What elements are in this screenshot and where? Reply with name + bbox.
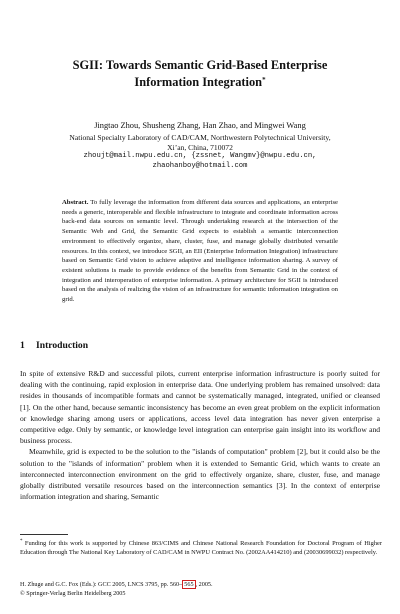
author-emails-line1[interactable]: zhoujt@mail.nwpu.edu.cn, {zssnet, Wangmv}@nwpu.edu.cn,: [83, 152, 317, 161]
footnote-rule: [20, 534, 68, 535]
citation-prefix: H. Zhuge and G.C. Fox (Eds.): GCC 2005, LNCS 3795, pp. 560–: [20, 581, 183, 588]
section-heading: [20, 340, 88, 351]
abstract-text: To fully leverage the information from different data sources and applications, an enterprise needs a generic, interoperable and flexible infrastructure to integrate and coordinate information across back-end data sources on semantic level. Through undertaking research at the intersection of the Semantic Web and Grid, the Semantic Grid expects to establish a semantic interconnection environment to effectively organize, share, cluster, fuse, and manage globally distributed versatile resources. In this context, we introduce SGII, an EII (Enterprise Information Integration) infrastructure based on Semantic Grid vision to achieve adaptive and intelligence information sharing. A survey of existent solutions is made to provide evidence of the benefits from Semantic Grid in the context of integration and interoperation of enterprise information. A primary architecture for SGII is introduced based on the analysis of realizing the vision of an infrastructure for semantic information integration on grid.: [62, 199, 338, 304]
title-footnote-mark[interactable]: *: [262, 76, 266, 84]
paper-title-line2: [20, 74, 380, 90]
section-title: Introduction: [36, 340, 89, 351]
publication-citation: [20, 580, 390, 598]
footnote-text: Funding for this work is supported by Chinese 863/CIMS and Chinese National Research Foundation for Doctoral Program of Higher Education through The National Key Laboratory of CAD/CAM in NWPU Contract No. (2002AA414210) and (20030699032) respectively.: [20, 540, 382, 557]
copyright-line: © Springer-Verlag Berlin Heidelberg 2005: [20, 589, 126, 597]
author-list: Jingtao Zhou, Shusheng Zhang, Han Zhao, and Mingwei Wang: [94, 121, 306, 130]
section-number: 1: [20, 340, 25, 351]
funding-footnote: [20, 538, 382, 558]
affiliation: [20, 133, 380, 171]
paper-title-text: Information Integration: [134, 75, 263, 89]
footnote-mark: *: [20, 539, 23, 544]
abstract-label: Abstract.: [62, 199, 89, 206]
body-text: [20, 368, 380, 502]
citation-suffix: , 2005.: [195, 581, 213, 588]
author-emails-line2[interactable]: zhaohanboy@hotmail.com: [152, 161, 248, 170]
affiliation-line2: Xi’an, China, 710072: [167, 142, 233, 152]
body-paragraph-2: Meanwhile, grid is expected to be the solution to the "islands of computation" problem [2], but it could also be the solution to the "islands of information" problem when it is extended to Semantic Grid, which wants to create an interconnected interconnection environment on the grid to effectively organize, share, cluster, fuse, and manage globally distributed versatile resources based on the interconnection semantics [3]. In the context of enterprise information integration and sharing, Semantic: [20, 447, 380, 502]
page-link-box[interactable]: 565: [184, 581, 194, 588]
citation-line1: [20, 580, 390, 590]
affiliation-line1: National Specialty Laboratory of CAD/CAM, Northwestern Polytechnical University,: [69, 133, 331, 142]
paper-title-line1: SGII: Towards Semantic Grid-Based Enterprise: [72, 58, 328, 72]
body-paragraph-1: In spite of extensive R&D and successful pilots, current enterprise information infrastructure is poorly suited for dealing with the continuing, rapid explosion in enterprise data. One underlying problem has remained unsolved: data resides in thousands of incompatible formats and cannot be systematically managed, integrated, unified or cleansed [1]. On the other hand, because semantic inconsistency has become an even great problem on the explicit information or knowledge sharing among users or applications, access level data integration has never given enterprise a competitive edge. Only by semantic, or knowledge level integration can enterprise gain insight into its workflow and business process.: [20, 369, 380, 446]
abstract: [62, 198, 338, 305]
